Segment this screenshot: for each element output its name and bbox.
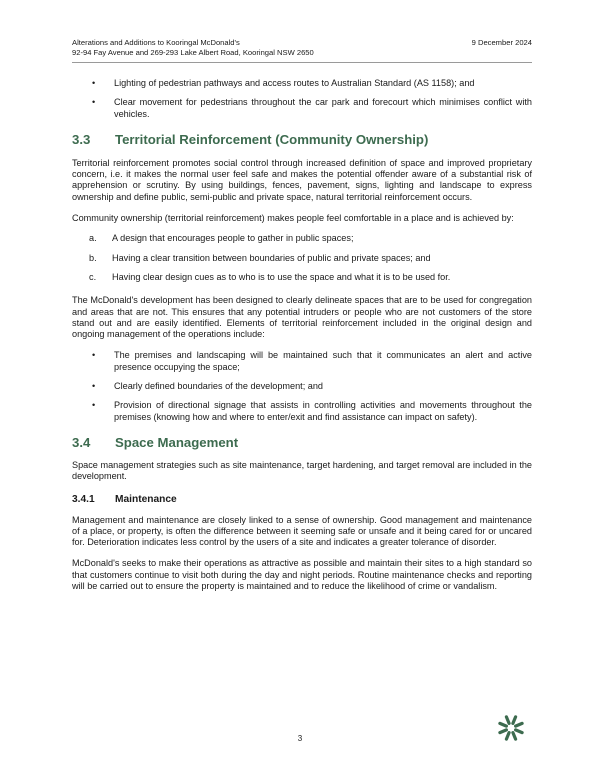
page-content [72,70,532,592]
section-number: 3.4.1 [72,493,95,505]
top-bullet-list [72,78,532,120]
logo-ray [500,730,506,733]
list-item: a. A design that encourages people to gather in public spaces; [89,233,354,244]
section-title: Territorial Reinforcement (Community Ownership) [115,131,429,147]
list-item: • Clear movement for pedestrians throughout the car park and forecourt which minimises conflict with vehicles. [72,97,532,120]
list-item: • Lighting of pedestrian pathways and access routes to Australian Standard (AS 1158); and [72,78,532,89]
logo-ray [516,723,522,726]
paragraph: Space management strategies such as site maintenance, target hardening, and target removal are included in the development. [72,459,532,482]
section-3-4-1-heading [72,494,532,506]
logo-ray [506,717,509,723]
paragraph: Management and maintenance are closely linked to a sense of ownership. Good management and maintenance of a place, or property, is often the difference between it seeming safe or unsafe and it being cared for or uncared for. Deterioration indicates less control by the users of a site and indicates a greater tolerance of disorder. [72,514,532,548]
list-item: c. Having clear design cues as to who is to use the space and what it is to be used for. [89,271,451,282]
paragraph: The McDonald's development has been designed to clearly delineate spaces that are to be used for congregation and areas that are not. This ensures that any potential intruders or people who are not customers of the store stand out and are easily identified. Elements of territorial reinforcement included in the original design and ongoing management of the operations include: [72,295,532,340]
section-3-3-heading [72,132,532,148]
section-title: Space Management [115,434,239,450]
list-item: • The premises and landscaping will be maintained such that it communicates an alert and active presence occupying the space; [72,350,532,373]
header-address: 92-94 Fay Avenue and 269-293 Lake Albert Road, Kooringal NSW 2650 [72,48,314,57]
paragraph: Territorial reinforcement promotes social control through increased definition of space and improved proprietary concern, i.e. it makes the normal user feel safe and makes the potential offender aware of a substantial risk of apprehension or scrutiny. By using buildings, fences, pavement, signs, lighting and landscape to express ownership and define public, semi-public and private space, natural territorial reinforcement occurs. [72,157,532,202]
list-item: • Provision of directional signage that assists in controlling activities and movements throughout the premises (knowing how and where to enter/exit and find assistance can impact on safety). [72,400,532,423]
header-divider [72,62,532,63]
section-number: 3.3 [72,131,91,147]
paragraph: Community ownership (territorial reinforcement) makes people feel comfortable in a place and is achieved by: [72,213,514,224]
list-item: b. Having a clear transition between boundaries of public and private spaces; and [89,252,431,263]
logo-ray [506,733,509,739]
logo-ray [513,717,516,723]
header-date: 9 December 2024 [471,38,532,47]
section-title: Maintenance [115,493,177,505]
page-header [72,38,532,58]
page-number: 3 [297,734,303,743]
logo-ray [513,733,516,739]
section-3-4-heading [72,435,532,451]
logo-ray [500,723,506,726]
company-logo-icon [497,714,525,742]
bullet-list [72,350,532,422]
paragraph: McDonald's seeks to make their operations as attractive as possible and maintain their sites to a high standard so that customers continue to visit both during the day and night periods. Routine maintenance checks and reporting will be carried out to ensure the property is maintained and to reduce the likelihood of crime or vandalism. [72,558,532,592]
list-item: • Clearly defined boundaries of the development; and [72,381,532,392]
header-project-title: Alterations and Additions to Kooringal McDonald's [72,38,240,47]
section-number: 3.4 [72,434,91,450]
logo-ray [516,730,522,733]
alpha-list [72,233,532,283]
